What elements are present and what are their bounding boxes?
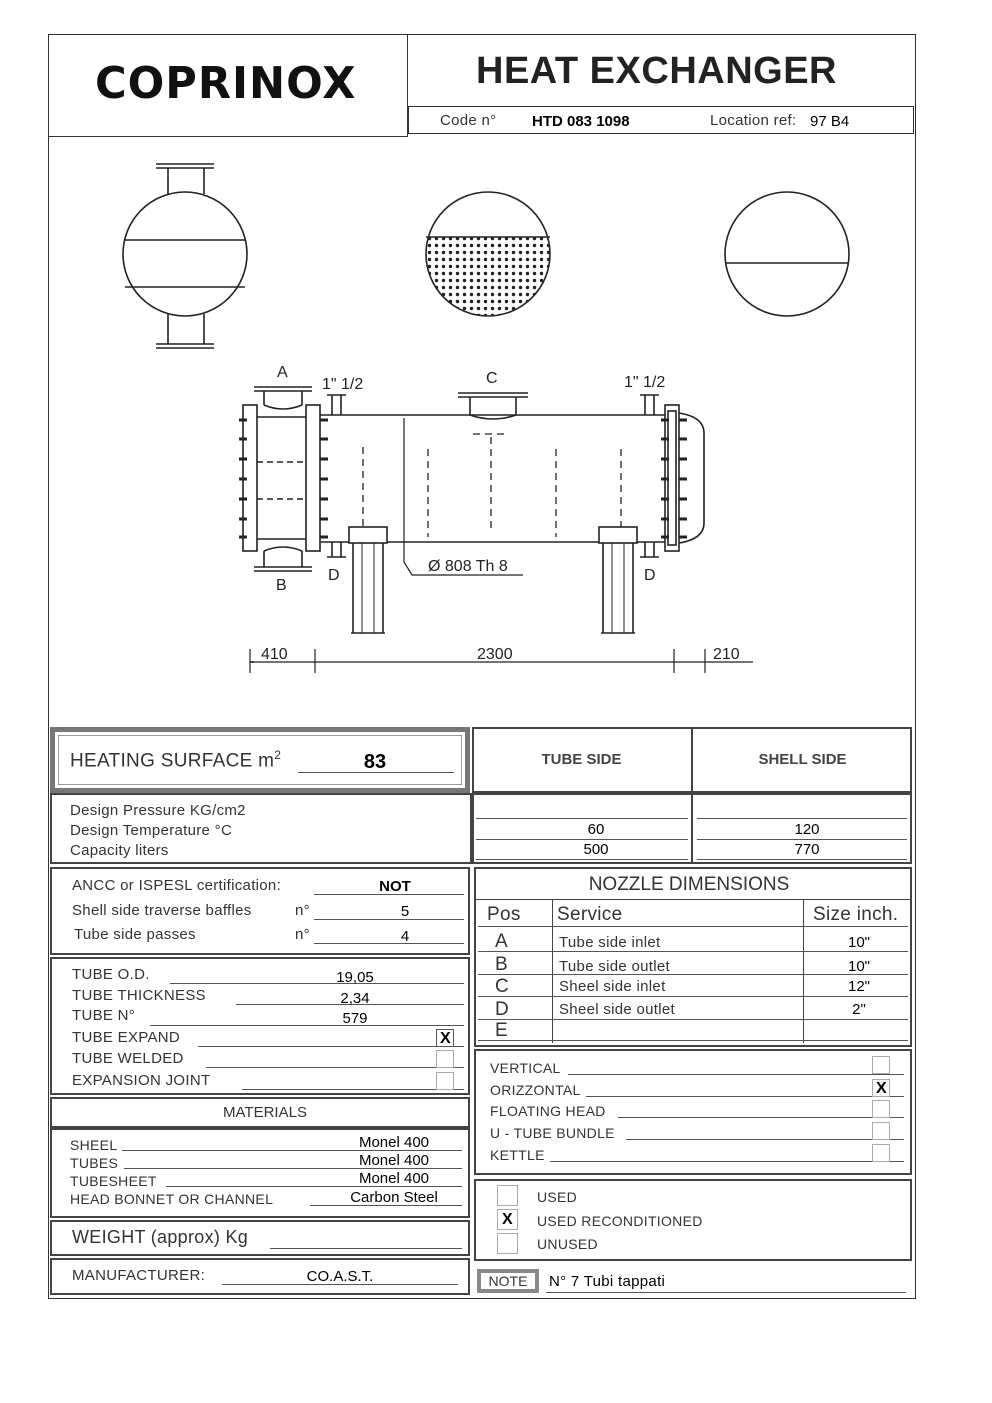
tube-od-value: 19,05 [336,969,374,986]
weight-label: WEIGHT (approx) Kg [72,1227,249,1247]
horizontal-label: ORIZZONTAL [490,1082,581,1098]
kettle-line [550,1161,904,1162]
ancc-label: ANCC or ISPESL certification: [72,877,282,894]
end-view-left [123,164,247,348]
nozzle-header-line [478,926,908,927]
nozzle-col-service: Service [557,904,623,925]
horizontal-line [586,1096,904,1097]
kettle-label: KETTLE [490,1147,545,1163]
nozzle-col-size: Size inch. [813,904,899,925]
tube-temperature: 60 [587,821,605,838]
tube-thickness-label: TUBE THICKNESS [72,987,206,1004]
tube-thickness-value: 2,34 [340,990,370,1007]
note-line [546,1292,906,1293]
dim-left: 410 [261,646,288,663]
head-material-value: Carbon Steel [350,1189,438,1206]
unused-checkbox[interactable] [497,1233,518,1254]
shell-temperature: 120 [794,821,820,838]
used-label: USED [537,1189,578,1205]
tube-od-label: TUBE O.D. [72,966,150,983]
utube-label: U - TUBE BUNDLE [490,1125,615,1141]
tube-welded-checkbox[interactable] [436,1050,454,1068]
nozzle-pos: E [495,1020,508,1041]
tubes-material-label: TUBES [70,1155,119,1171]
nozzle-service: Tube side inlet [559,934,661,951]
exchanger-drawing [48,137,916,727]
tube-welded-line [206,1067,464,1068]
head-material-label: HEAD BONNET OR CHANNEL [70,1191,274,1207]
dim-right: 210 [713,646,740,663]
logo: COPRINOX [95,58,357,109]
passes-value: 4 [400,928,410,945]
expansion-joint-line [242,1089,464,1090]
expansion-joint-checkbox[interactable] [436,1072,454,1090]
label-vent-right: 1" 1/2 [624,374,666,391]
tubesheet-material-label: TUBESHEET [70,1173,157,1189]
nozzle-pos: B [495,954,508,975]
heating-surface-value: 83 [363,751,387,773]
shell-capacity-line [697,859,907,860]
tube-n-label: TUBE N° [72,1007,136,1024]
note-value: N° 7 Tubi tappati [549,1273,666,1290]
side-view [239,387,753,673]
utube-checkbox[interactable] [872,1122,890,1140]
end-view-middle [418,192,558,327]
tubes-material-value: Monel 400 [358,1152,430,1169]
nozzle-col-divider-1 [552,899,553,1043]
tube-expand-mark: X [440,1030,451,1047]
shell-capacity: 770 [794,841,820,858]
passes-n: n° [295,926,310,943]
code-value: HTD 083 1098 [532,113,630,130]
page-title: HEAT EXCHANGER [476,50,837,92]
ancc-value: NOT [379,878,411,895]
passes-label: Tube side passes [74,926,196,943]
tube-n-line [150,1025,464,1026]
tube-side-header: TUBE SIDE [541,751,622,768]
tube-capacity-line [476,859,688,860]
floating-head-line [618,1117,904,1118]
nozzle-size: 12" [847,978,870,995]
shell-material-value: Monel 400 [358,1134,430,1151]
design-pressure-label: Design Pressure KG/cm2 [70,802,246,819]
floating-head-checkbox[interactable] [872,1100,890,1118]
design-temperature-label: Design Temperature °C [70,822,233,839]
label-vent-left: 1" 1/2 [322,376,364,393]
used-checkbox[interactable] [497,1185,518,1206]
nozzle-size: 2" [852,1001,866,1018]
manufacturer-value: CO.A.S.T. [306,1268,374,1285]
nozzle-title: NOZZLE DIMENSIONS [588,874,790,895]
expansion-joint-label: EXPANSION JOINT [72,1072,211,1089]
tube-pressure-line [476,818,688,819]
reconditioned-label: USED RECONDITIONED [537,1213,703,1229]
shell-pressure-line [697,818,907,819]
tube-expand-label: TUBE EXPAND [72,1029,181,1046]
label-b: B [276,577,287,594]
nozzle-size: 10" [847,958,870,975]
tubesheet-material-value: Monel 400 [358,1170,430,1187]
nozzle-service: Tube side outlet [559,958,670,975]
tube-expand-line [198,1046,464,1047]
shell-temperature-line [697,839,907,840]
shell-side-header: SHELL SIDE [758,751,847,768]
baffles-value: 5 [400,903,410,920]
heating-surface-label: HEATING SURFACE $m^2$ [70,748,282,772]
nozzle-col-pos: Pos [487,904,521,925]
materials-title: MATERIALS [223,1104,307,1121]
kettle-checkbox[interactable] [872,1144,890,1162]
label-d-right: D [644,567,656,584]
label-d-left: D [328,567,340,584]
note-label: NOTE [488,1273,528,1289]
location-label: Location ref: [710,112,797,129]
vertical-checkbox[interactable] [872,1056,890,1074]
vertical-line [568,1074,904,1075]
utube-line [626,1139,904,1140]
baffles-label: Shell side traverse baffles [72,902,252,919]
weight-line [270,1248,462,1249]
nozzle-pos: C [495,976,510,997]
label-a: A [277,364,288,381]
nozzle-pos: A [495,931,508,952]
nozzle-pos: D [495,999,510,1020]
code-label: Code n° [440,112,497,129]
nozzle-service: Sheel side outlet [559,1001,676,1018]
capacity-label: Capacity liters [70,842,169,859]
vertical-label: VERTICAL [490,1060,561,1076]
end-view-right [725,192,849,316]
tube-capacity: 500 [583,841,609,858]
tube-welded-label: TUBE WELDED [72,1050,184,1067]
label-shell-spec: Ø 808 Th 8 [428,558,508,575]
floating-head-label: FLOATING HEAD [490,1103,606,1119]
dim-center: 2300 [477,646,513,663]
manufacturer-label: MANUFACTURER: [72,1267,206,1284]
baffles-n: n° [295,902,310,919]
reconditioned-mark: X [502,1211,513,1228]
unused-label: UNUSED [537,1236,598,1252]
label-c: C [486,370,498,387]
horizontal-mark: X [876,1080,887,1097]
tube-temperature-line [476,839,688,840]
nozzle-service: Sheel side inlet [559,978,666,995]
shell-material-label: SHEEL [70,1137,118,1153]
nozzle-size: 10" [847,934,870,951]
nozzle-title-divider [476,899,910,900]
tube-n-value: 579 [342,1010,368,1027]
location-value: 97 B4 [810,113,850,130]
